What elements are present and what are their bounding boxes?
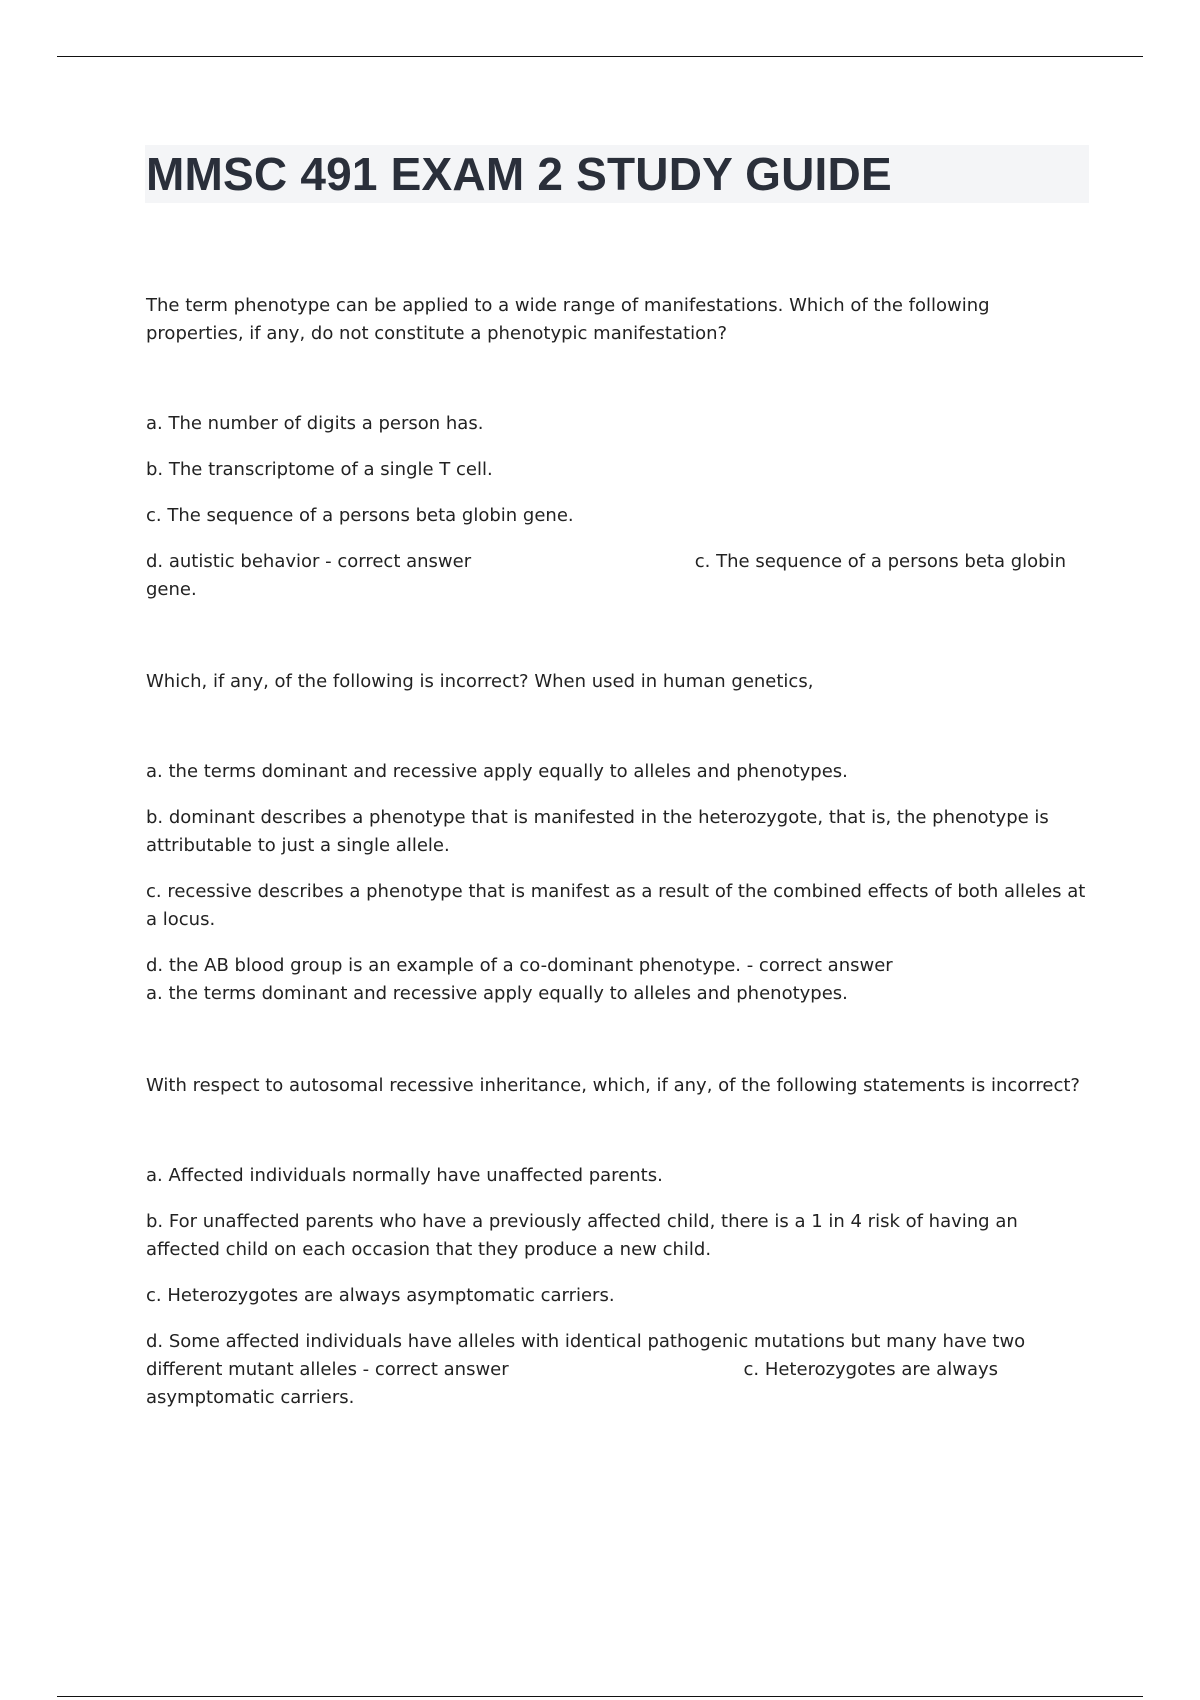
question-block [146, 668, 1090, 1008]
option-correct-marker: d. the AB blood group is an example of a co-dominant phenotype. - correct answer [146, 955, 893, 976]
option-item-with-answer [146, 952, 1090, 1008]
option-correct-marker-line: d. Some affected individuals have alleles with identical pathogenic mutations but many have two [146, 1331, 1026, 1352]
option-list [146, 410, 1090, 604]
study-guide-content [146, 292, 1090, 1412]
question-block [146, 292, 1090, 604]
option-item-with-answer [146, 548, 1090, 604]
answer-text-continued: gene. [146, 579, 197, 600]
option-item: a. The number of digits a person has. [146, 413, 484, 434]
answer-text: a. the terms dominant and recessive apply equally to alleles and phenotypes. [146, 983, 848, 1004]
answer-text: c. Heterozygotes are always [743, 1359, 998, 1380]
option-correct-marker: different mutant alleles - correct answer [146, 1359, 509, 1380]
question-prompt: With respect to autosomal recessive inheritance, which, if any, of the following statements is incorrect? [146, 1075, 1080, 1096]
question-prompt: Which, if any, of the following is incorrect? When used in human genetics, [146, 671, 814, 692]
answer-text-continued: asymptomatic carriers. [146, 1387, 355, 1408]
question-block [146, 1072, 1090, 1412]
option-item: c. The sequence of a persons beta globin gene. [146, 505, 574, 526]
answer-text: c. The sequence of a persons beta globin [694, 551, 1066, 572]
option-item: c. recessive describes a phenotype that is manifest as a result of the combined effects of both alleles at a locus. [146, 881, 1086, 930]
answer-line [146, 1356, 1090, 1384]
option-list [146, 1162, 1090, 1412]
option-item-with-answer [146, 1328, 1090, 1412]
question-prompt: The term phenotype can be applied to a wide range of manifestations. Which of the following properties, if any, do not constitute a phenotypic manifestation? [146, 295, 990, 344]
bottom-rule [57, 1696, 1143, 1697]
option-item: c. Heterozygotes are always asymptomatic carriers. [146, 1285, 615, 1306]
page-title: MMSC 491 EXAM 2 STUDY GUIDE [146, 148, 892, 200]
top-rule [57, 56, 1143, 57]
option-item: b. The transcriptome of a single T cell. [146, 459, 493, 480]
option-item: a. the terms dominant and recessive apply equally to alleles and phenotypes. [146, 761, 848, 782]
option-item: b. dominant describes a phenotype that is manifested in the heterozygote, that is, the phenotype is attributable to just a single allele. [146, 807, 1049, 856]
answer-line [146, 548, 1090, 576]
option-correct-marker: d. autistic behavior - correct answer [146, 551, 472, 572]
option-item: a. Affected individuals normally have unaffected parents. [146, 1165, 663, 1186]
option-list [146, 758, 1090, 1008]
option-item: b. For unaffected parents who have a previously affected child, there is a 1 in 4 risk of having an affected child on each occasion that they produce a new child. [146, 1211, 1018, 1260]
